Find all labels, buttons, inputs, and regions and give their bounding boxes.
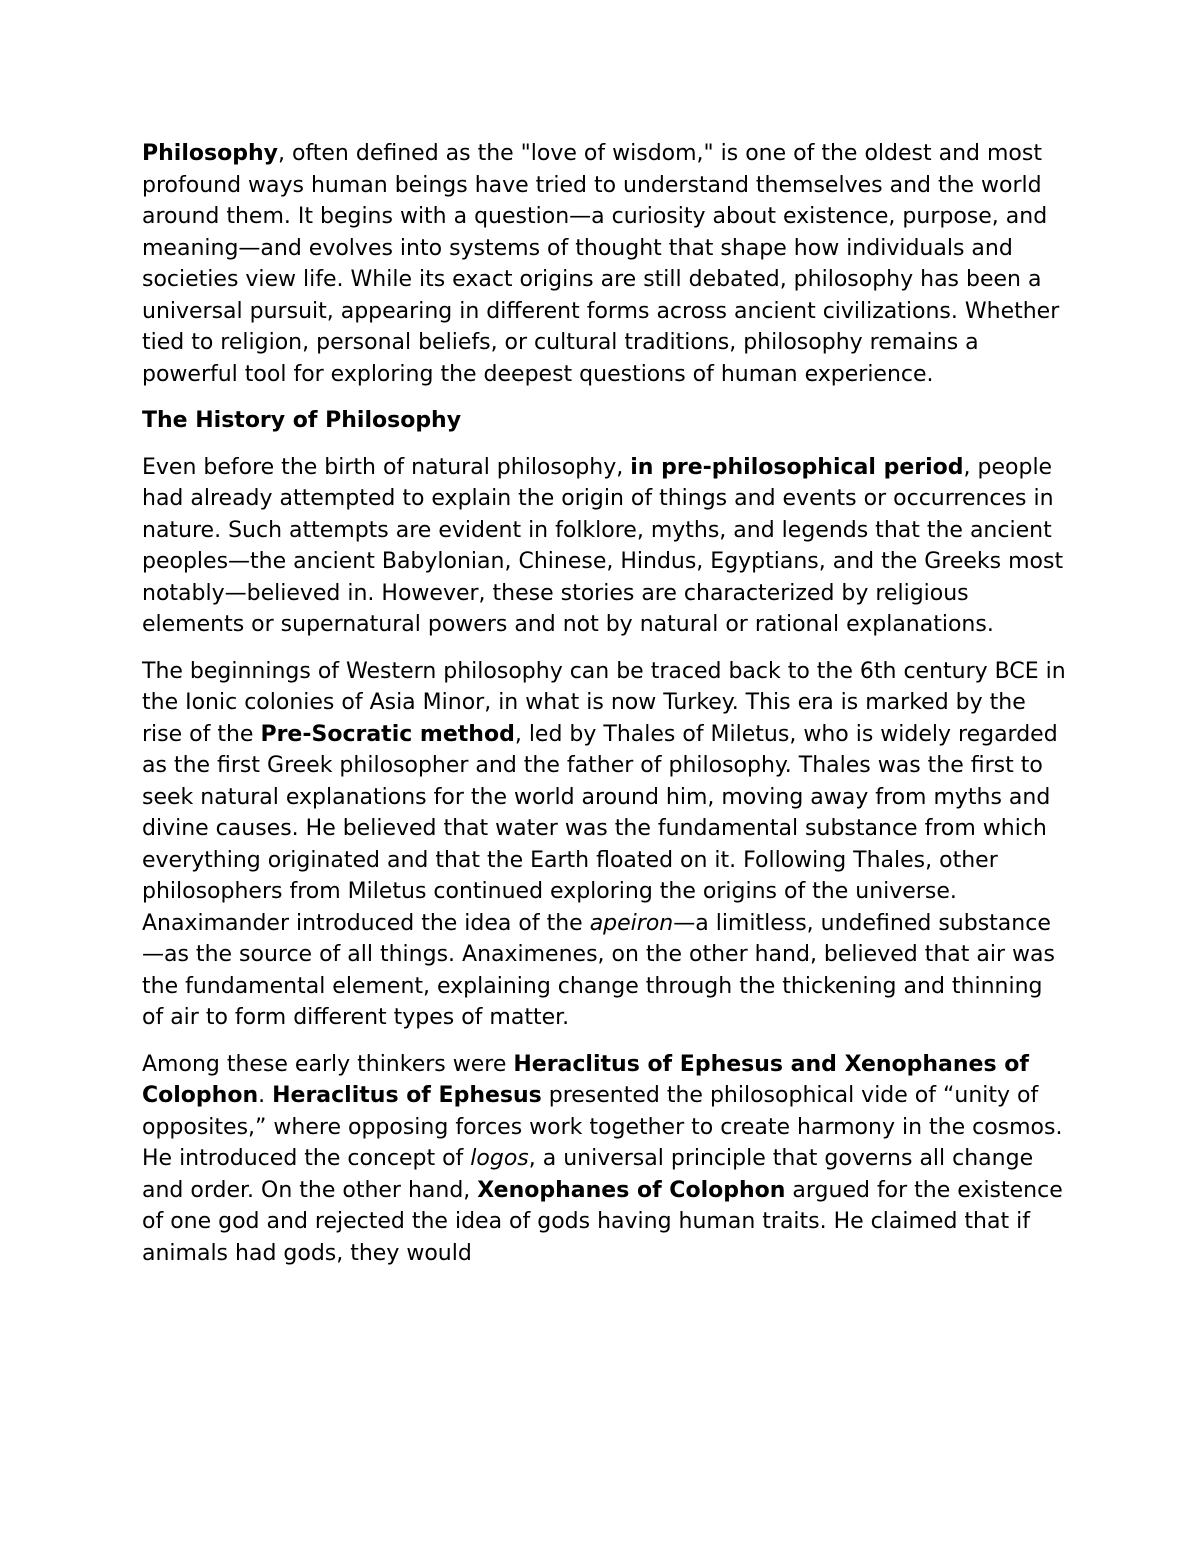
pre-philosophical-text-after: , people had already attempted to explain the origin of things and events or occurrences in nature. Such attempts are evident in folklore, myths, and legends that the ancient peoples—the ancient Babylonian, Chinese, Hindus, Egyptians, and the Greeks most notably—believed in. However, these stories are characterized by religious elements or supernatural powers and not by natural or rational explanations.: [142, 454, 1064, 637]
pre-philosophical-paragraph: [142, 452, 1067, 641]
early-thinkers-text-1: Among these early thinkers were: [142, 1051, 514, 1077]
early-thinkers-italic-logos: logos: [470, 1146, 529, 1171]
early-thinkers-text-4: , a universal principle that governs all change and order. On the other hand,: [142, 1146, 1034, 1203]
pre-philosophical-bold: in pre-philosophical period: [630, 454, 964, 480]
early-thinkers-text-5: argued for the existence of one god and rejected the idea of gods having human traits. He claimed that if animals had gods, they would: [142, 1177, 1063, 1266]
western-philosophy-paragraph: [142, 656, 1067, 1034]
early-thinkers-bold-2: Heraclitus of Ephesus: [272, 1083, 542, 1108]
intro-term: Philosophy: [142, 141, 278, 166]
western-text-middle: , led by Thales of Miletus, who is widely regarded as the first Greek philosopher and the father of philosophy. Thales was the first to seek natural explanations for the world around him, moving away from myths and divine causes. He believed that water was the fundamental substance from which everything originated and that the Earth floated on it. Following Thales, other philosophers from Miletus continued exploring the origins of the universe. Anaximander introduced the idea of the: [142, 721, 1058, 936]
western-bold-term: Pre-Socratic method: [260, 721, 515, 747]
section-heading: The History of Philosophy: [142, 408, 462, 433]
early-thinkers-paragraph: [142, 1049, 1067, 1270]
early-thinkers-text-3: presented the philosophical vide of “unity of opposites,” where opposing forces work together to create harmony in the cosmos. He introduced the concept of: [142, 1083, 1063, 1171]
early-thinkers-text-2: .: [258, 1083, 273, 1108]
western-text-before: The beginnings of Western philosophy can be traced back to the 6th century BCE in the Ionic colonies of Asia Minor, in what is now Turkey. This era is marked by the rise of the: [142, 658, 1066, 747]
intro-text: , often defined as the "love of wisdom," is one of the oldest and most profound ways human beings have tried to understand themselves and the world around them. It begins with a question—a curiosity about existence, purpose, and meaning—and evolves into systems of thought that shape how individuals and societies view life. While its exact origins are still debated, philosophy has been a universal pursuit, appearing in different forms across ancient civilizations. Whether tied to religion, personal beliefs, or cultural traditions, philosophy remains a powerful tool for exploring the deepest questions of human experience.: [142, 141, 1060, 387]
document-page: [142, 138, 1067, 1284]
pre-philosophical-text-before: Even before the birth of natural philosophy,: [142, 454, 631, 480]
early-thinkers-bold-1: Heraclitus of Ephesus and Xenophanes of Colophon: [142, 1051, 1029, 1108]
western-italic-term: apeiron: [589, 910, 674, 936]
intro-paragraph: [142, 138, 1067, 390]
western-text-after: —a limitless, undefined substance—as the source of all things. Anaximenes, on the other hand, believed that air was the fundamental element, explaining change through the thickening and thinning of air to form different types of matter.: [142, 910, 1055, 1030]
early-thinkers-bold-3: Xenophanes of Colophon: [477, 1177, 786, 1203]
